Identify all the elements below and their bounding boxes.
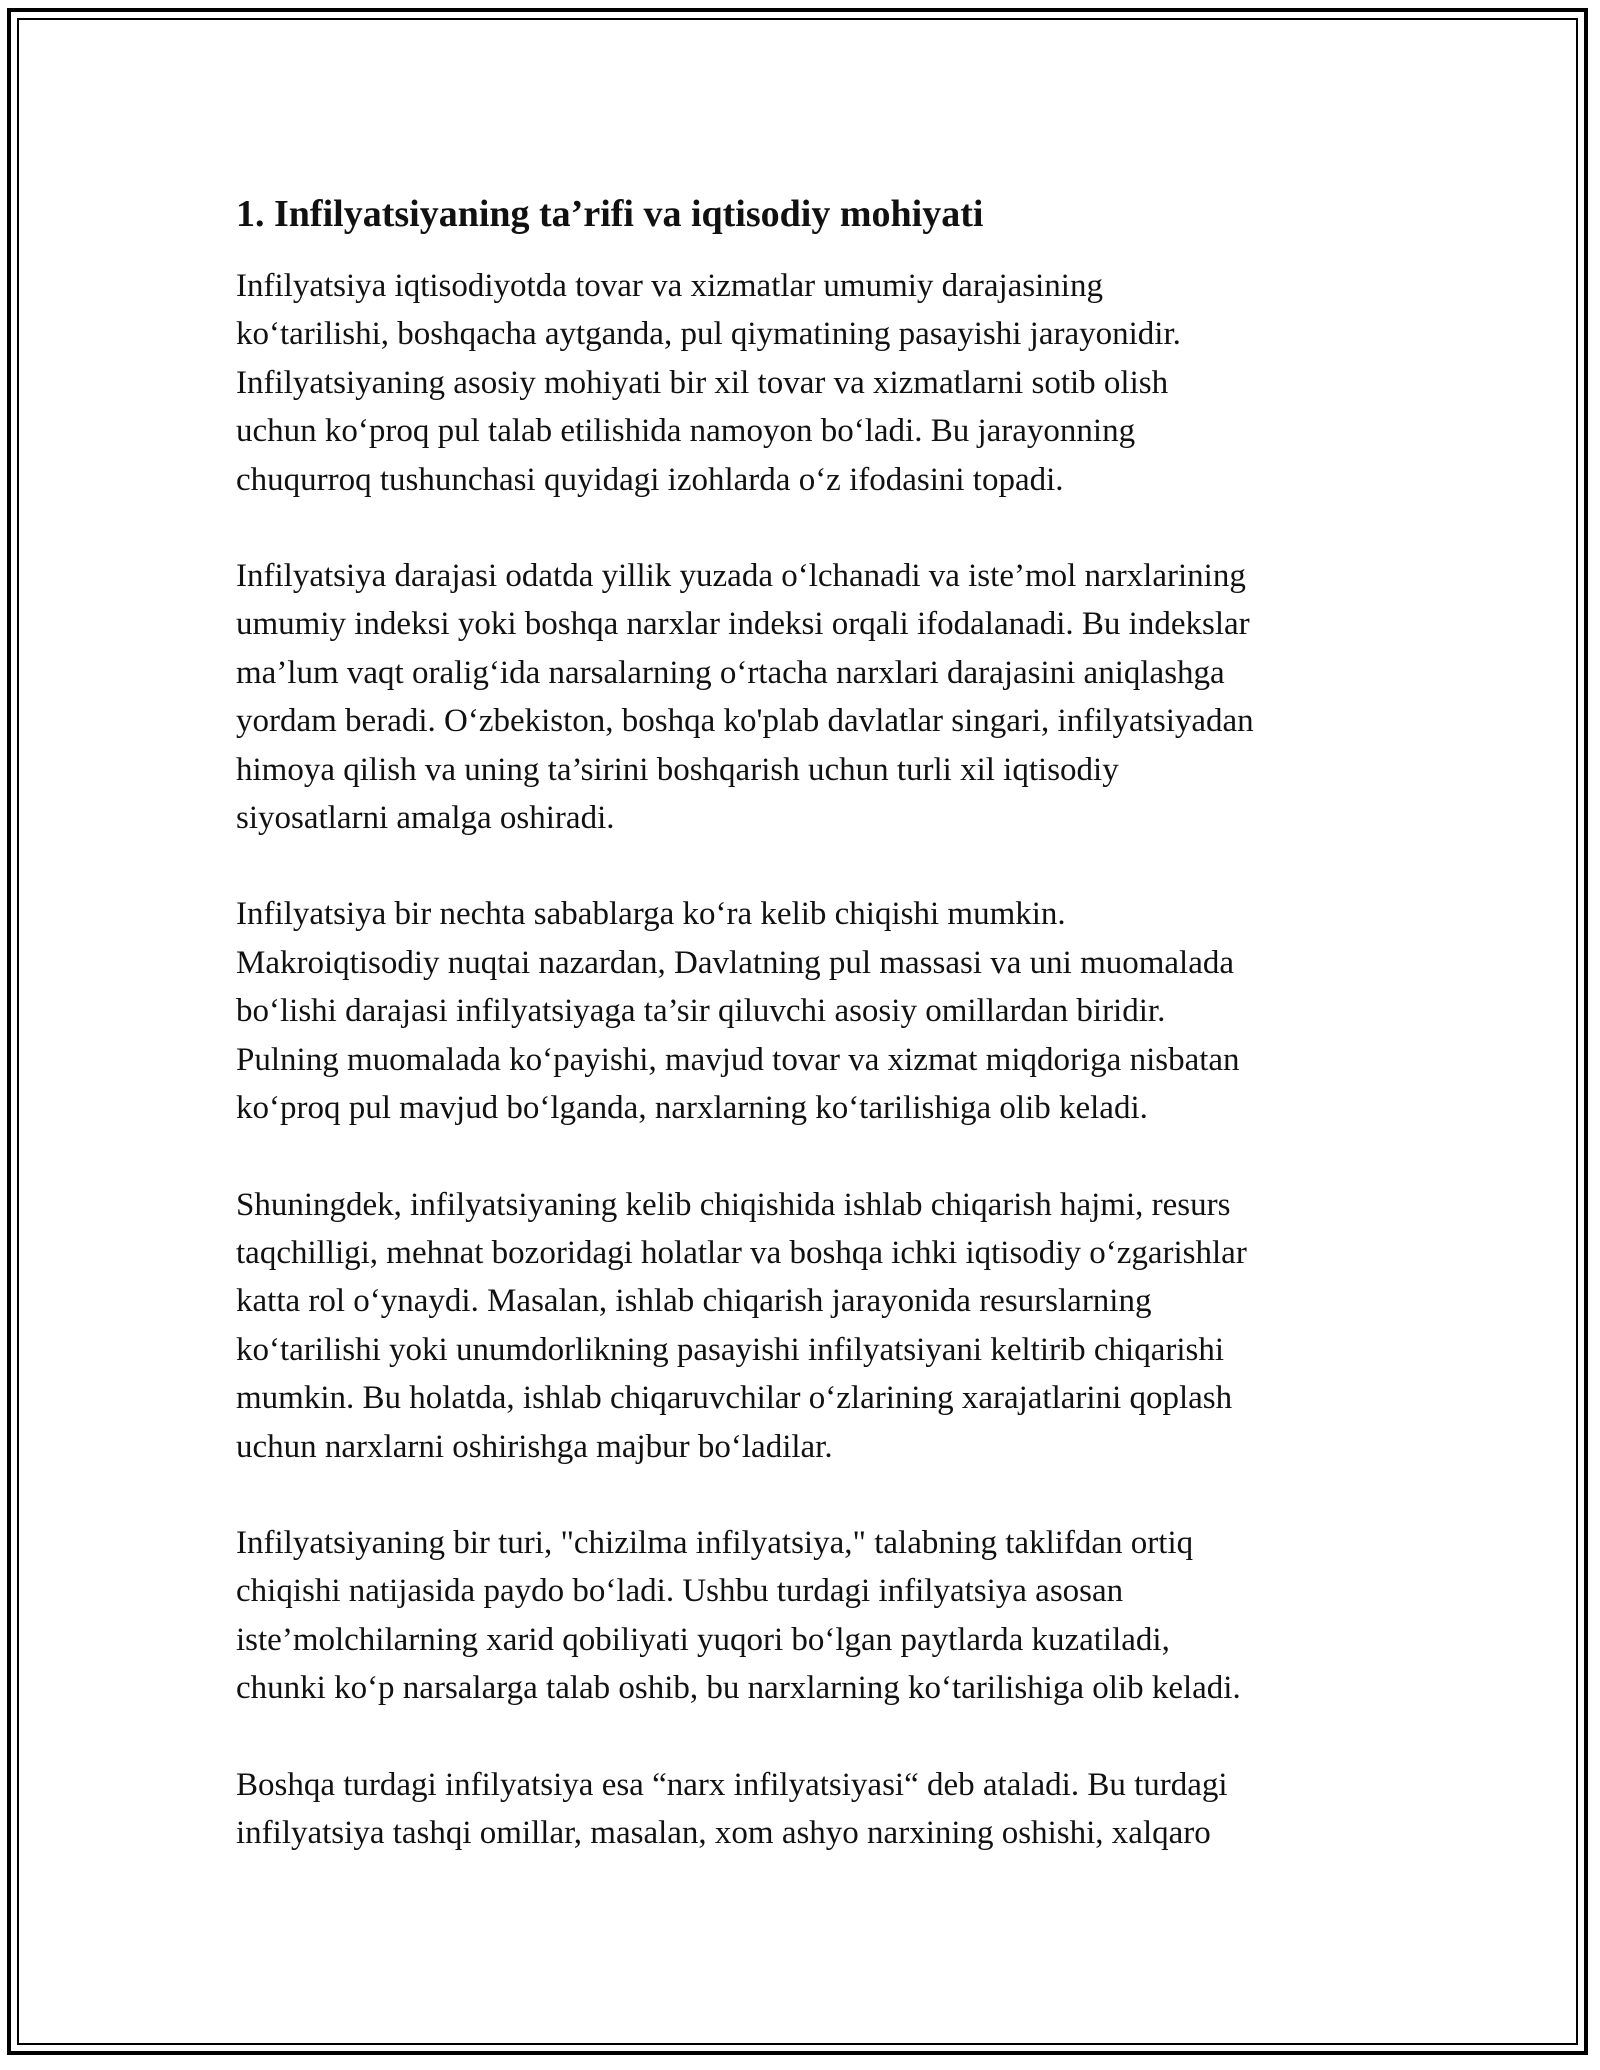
paragraph-2 <box>236 552 1396 842</box>
text-line: mumkin. Bu holatda, ishlab chiqaruvchilar o‘zlarining xarajatlarini qoplash <box>236 1380 1233 1417</box>
text-line: infilyatsiya tashqi omillar, masalan, xom ashyo narxining oshishi, xalqaro <box>236 1814 1211 1851</box>
text-line: ko‘tarilishi yoki unumdorlikning pasayishi infilyatsiyani keltirib chiqarishi <box>236 1331 1225 1368</box>
text-line: siyosatlarni amalga oshiradi. <box>236 800 615 837</box>
text-line: Infilyatsiyaning asosiy mohiyati bir xil tovar va xizmatlarni sotib olish <box>236 364 1169 401</box>
paragraph-3 <box>236 890 1396 1132</box>
text-line: Shuningdek, infilyatsiyaning kelib chiqishida ishlab chiqarish hajmi, resurs <box>236 1186 1231 1223</box>
text-line: chiqishi natijasida paydo bo‘ladi. Ushbu turdagi infilyatsiya asosan <box>236 1573 1124 1610</box>
text-line: himoya qilish va uning ta’sirini boshqarish uchun turli xil iqtisodiy <box>236 751 1119 788</box>
text-line: Infilyatsiya bir nechta sabablarga ko‘ra kelib chiqishi mumkin. <box>236 896 1066 933</box>
paragraph-1 <box>236 262 1396 504</box>
text-line: chuqurroq tushunchasi quyidagi izohlarda o‘z ifodasini topadi. <box>236 461 1064 498</box>
text-line: Pulning muomalada ko‘payishi, mavjud tovar va xizmat miqdoriga nisbatan <box>236 1041 1240 1078</box>
text-line: ma’lum vaqt oralig‘ida narsalarning o‘rtacha narxlari darajasini aniqlashga <box>236 654 1225 691</box>
paragraph-5 <box>236 1519 1396 1713</box>
text-line: ko‘proq pul mavjud bo‘lganda, narxlarning ko‘tarilishiga olib keladi. <box>236 1090 1148 1127</box>
text-line: chunki ko‘p narsalarga talab oshib, bu narxlarning ko‘tarilishiga olib keladi. <box>236 1670 1241 1707</box>
text-line: Makroiqtisodiy nuqtai nazardan, Davlatning pul massasi va uni muomalada <box>236 944 1235 981</box>
text-line: bo‘lishi darajasi infilyatsiyaga ta’sir qiluvchi asosiy omillardan biridir. <box>236 993 1166 1030</box>
text-line: katta rol o‘ynaydi. Masalan, ishlab chiqarish jarayonida resurslarning <box>236 1283 1152 1320</box>
text-line: Infilyatsiya iqtisodiyotda tovar va xizmatlar umumiy darajasining <box>236 268 1103 304</box>
text-line: Boshqa turdagi infilyatsiya esa “narx infilyatsiyasi“ deb ataladi. Bu turdagi <box>236 1766 1228 1803</box>
text-line: Infilyatsiya darajasi odatda yillik yuzada o‘lchanadi va iste’mol narxlarining <box>236 558 1246 595</box>
text-line: Infilyatsiyaning bir turi, "chizilma infilyatsiya," talabning taklifdan ortiq <box>236 1524 1194 1561</box>
document-body <box>236 184 1396 1905</box>
text-line: ko‘tarilishi, boshqacha aytganda, pul qiymatining pasayishi jarayonidir. <box>236 316 1181 353</box>
paragraph-6 <box>236 1761 1396 1858</box>
section-heading: 1. Infilyatsiyaning ta’rifi va iqtisodiy mohiyati <box>236 193 984 235</box>
text-line: uchun narxlarni oshirishga majbur bo‘ladilar. <box>236 1428 833 1465</box>
text-line: uchun ko‘proq pul talab etilishida namoyon bo‘ladi. Bu jarayonning <box>236 413 1136 450</box>
text-line: taqchilligi, mehnat bozoridagi holatlar va boshqa ichki iqtisodiy o‘zgarishlar <box>236 1234 1247 1271</box>
text-line: yordam beradi. O‘zbekiston, boshqa ko'plab davlatlar singari, infilyatsiyadan <box>236 703 1254 740</box>
text-line: umumiy indeksi yoki boshqa narxlar indeksi orqali ifodalanadi. Bu indekslar <box>236 606 1250 643</box>
paragraph-4 <box>236 1181 1396 1471</box>
text-line: iste’molchilarning xarid qobiliyati yuqori bo‘lgan paytlarda kuzatiladi, <box>236 1621 1170 1658</box>
